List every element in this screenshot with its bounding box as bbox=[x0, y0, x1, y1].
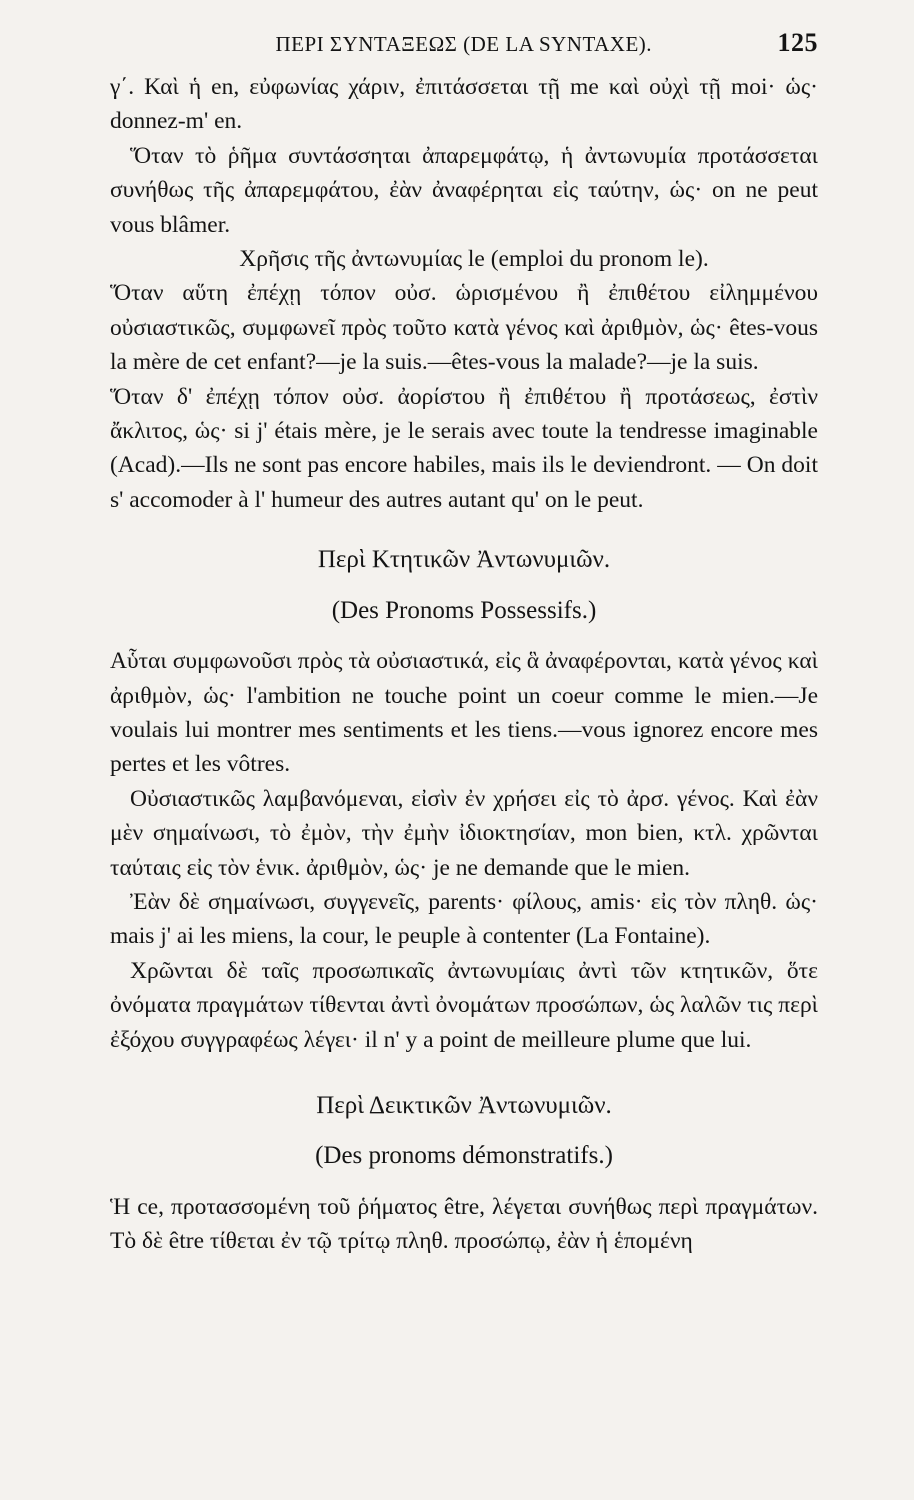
section-subtitle: (Des pronoms démonstratifs.) bbox=[315, 1142, 613, 1170]
section-title: Περὶ Κτητικῶν Ἀντωνυμιῶν. bbox=[317, 546, 611, 574]
paragraph: Οὐσιαστικῶς λαμβανόμεναι, εἰσὶν ἐν χρήσει εἰς τὸ ἀρσ. γένος. Καὶ ἐὰν μὲν σημαίνωσι, τὸ ἐμὸν, τὴν ἐμὴν ἰδιοκτησίαν, mon bien, κτλ. χρῶνται ταύταις εἰς τὸν ἑνικ. ἀριθμὸν, ὡς· je ne demande que le mien. bbox=[110, 785, 818, 881]
paragraph: Ἡ ce, προτασσομένη τοῦ ῥήματος être, λέγεται συνήθως περὶ πραγμάτων. Τὸ δὲ être τίθεται ἐν τῷ τρίτῳ πληθ. προσώπῳ, ἐὰν ἡ ἑπομένη bbox=[110, 1193, 818, 1255]
paragraph: Ὅταν τὸ ῥῆμα συντάσσηται ἀπαρεμφάτῳ, ἡ ἀντωνυμία προτάσσεται συνήθως τῆς ἀπαρεμφάτου, ἐὰν ἀναφέρηται εἰς ταύτην, ὡς· on ne peut vous blâmer. bbox=[110, 142, 818, 238]
paragraph: Ὅταν δ' ἐπέχῃ τόπον οὐσ. ἀορίστου ἢ ἐπιθέτου ἢ προτάσεως, ἐστὶν ἄκλιτος, ὡς· si j' étais mère, je le serais avec toute la tendresse imaginable (Acad).—Ils ne sont pas encore habiles, mais ils le deviendront. — On doit s' accomoder à l' humeur des autres autant qu' on le peut. bbox=[110, 383, 818, 513]
paragraph: Χρῆσις τῆς ἀντωνυμίας le (emploi du pronom le). bbox=[239, 246, 709, 273]
paragraph: Αὗται συμφωνοῦσι πρὸς τὰ οὐσιαστικά, εἰς ἃ ἀναφέρονται, κατὰ γένος καὶ ἀριθμὸν, ὡς· l'ambition ne touche point un coeur comme le mien.—Je voulais lui montrer mes sentiments et les tiens.—vous ignorez encore mes pertes et les vôtres. bbox=[110, 648, 818, 778]
body-text bbox=[110, 70, 818, 1259]
paragraph: Χρῶνται δὲ ταῖς προσωπικαῖς ἀντωνυμίαις ἀντὶ τῶν κτητικῶν, ὅτε ὀνόματα πραγμάτων τίθενται ἀντὶ ὀνομάτων προσώπων, ὡς λαλῶν τις περὶ ἐξόχου συγγραφέως λέγει· il n' y a point de meilleure plume que lui. bbox=[110, 957, 818, 1053]
section-subtitle: (Des Pronoms Possessifs.) bbox=[331, 596, 597, 624]
paragraph: Ὅταν αὕτη ἐπέχῃ τόπον οὐσ. ὡρισμένου ἢ ἐπιθέτου εἰλημμένου οὐσιαστικῶς, συμφωνεῖ πρὸς τοῦτο κατὰ γένος καὶ ἀριθμὸν, ὡς· êtes-vous la mère de cet enfant?—je la suis.—êtes-vous la malade?—je la suis. bbox=[110, 280, 818, 376]
paragraph: Ἐὰν δὲ σημαίνωσι, συγγενεῖς, parents· φίλους, amis· εἰς τὸν πληθ. ὡς· mais j' ai les miens, la cour, le peuple à contenter (La Fontaine). bbox=[110, 888, 818, 950]
paragraph: γ΄. Καὶ ἡ en, εὐφωνίας χάριν, ἐπιτάσσεται τῇ me καὶ οὐχὶ τῇ moi· ὡς· donnez-m' en. bbox=[110, 74, 818, 135]
page-number: 125 bbox=[777, 28, 818, 57]
section-title: Περὶ Δεικτικῶν Ἀντωνυμιῶν. bbox=[316, 1091, 612, 1119]
page-header bbox=[110, 28, 818, 58]
running-head: ΠΕΡΙ ΣΥΝΤΑΞΕΩΣ (DE LA SYNTAXE). bbox=[275, 32, 653, 56]
